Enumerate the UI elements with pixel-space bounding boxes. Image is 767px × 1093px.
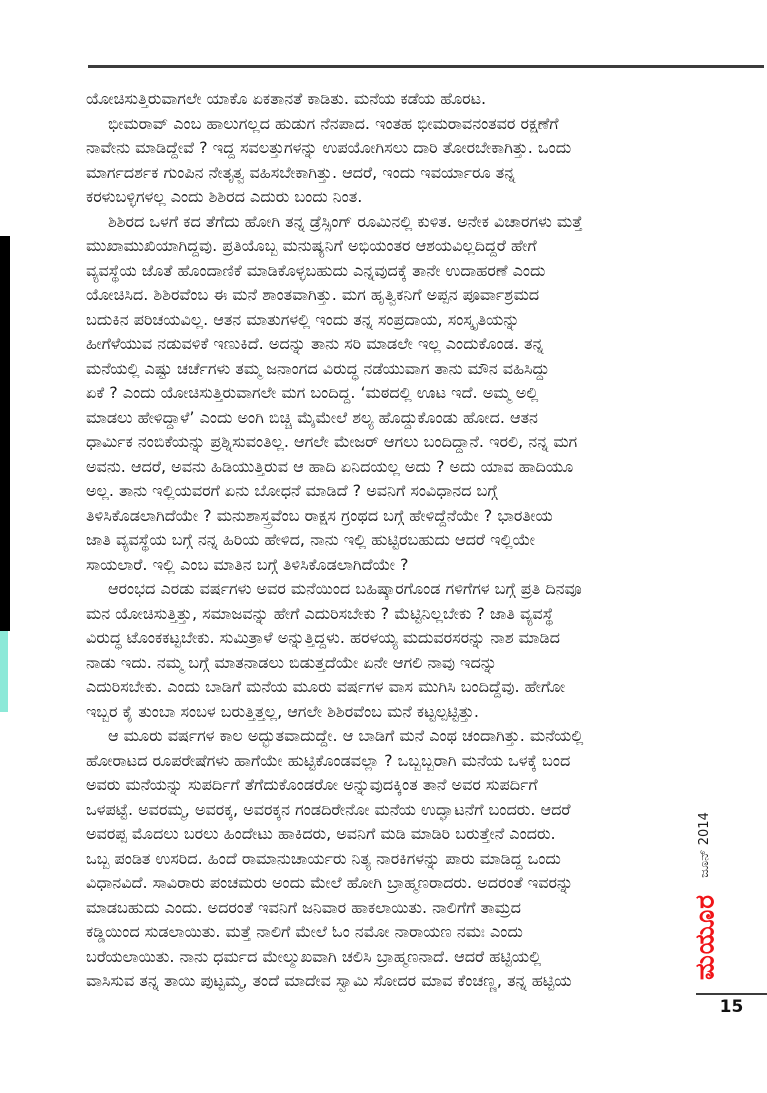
text-line: ಧಾರ್ಮಿಕ ನಂಬಿಕೆಯನ್ನು ಪ್ರಶ್ನಿಸುವಂತಿಲ್ಲ. ಆಗಲೇ ಮೇಜರ್ ಆಗಲು ಬಂದಿದ್ದಾನೆ. ಇರಲಿ, ನನ್ನ ಮಗ (86, 432, 578, 451)
text-line: ಅವರಪ್ಪ ಮೊದಲು ಬರಲು ಹಿಂದೇಟು ಹಾಕಿದರು, ಅವನಿಗೆ ಮಡಿ ಮಾಡಿರಿ ಬರುತ್ತೇನೆ ಎಂದರು. (86, 824, 556, 843)
text-line: ಜಾತಿ ವ್ಯವಸ್ಥೆಯ ಬಗ್ಗೆ ನನ್ನ ಹಿರಿಯ ಹೇಳಿದ, ನಾನು ಇಲ್ಲಿ ಹುಟ್ಟಿರಬಹುದು ಆದರೆ ಇಲ್ಲಿಯೇ (86, 530, 536, 549)
text-line: ಹೋರಾಟದ ರೂಪರೇಷೆಗಳು ಹಾಗೆಯೇ ಹುಟ್ಟಿಕೊಂಡವಲ್ಲಾ ? ಒಬ್ಬಬ್ಬರಾಗಿ ಮನೆಯ ಒಳಕ್ಕೆ ಬಂದ (86, 750, 571, 770)
text-line: ಕಡ್ಡಿಯಿಂದ ಸುಡಲಾಯಿತು. ಮತ್ತೆ ನಾಲಿಗೆ ಮೇಲೆ ಓಂ ನಮೋ ನಾರಾಯಣ ನಮಃ ಎಂದು (86, 922, 523, 941)
text-line: ತಿಳಿಸಿಕೊಡಲಾಗಿದೆಯೇ ? ಮನುಶಾಸ್ತ್ರವೆಂಬ ರಾಕ್ಷಸ ಗ್ರಂಥದ ಬಗ್ಗೆ ಹೇಳಿದ್ದೆನೆಯೇ ? ಭಾರತೀಯ (86, 505, 553, 525)
text-line: ಹೀಗೆಳೆಯುವ ನಡುವಳಿಕೆ ಇಣುಕಿದೆ. ಅದನ್ನು ತಾನು ಸರಿ ಮಾಡಲೇ ಇಲ್ಲ ಎಂದುಕೊಂಡ. ತನ್ನ (86, 334, 544, 353)
page-number: 15 (719, 997, 744, 1017)
text-line: ಆ ಮೂರು ವರ್ಷಗಳ ಕಾಲ ಅದ್ಭುತವಾದುದ್ದೇ. ಆ ಬಾಡಿಗೆ ಮನೆ ಎಂಥ ಚಂದಾಗಿತ್ತು. ಮನೆಯಲ್ಲಿ (108, 726, 584, 745)
text-line: ಅವನು. ಆದರೆ, ಅವನು ಹಿಡಿಯುತ್ತಿರುವ ಆ ಹಾದಿ ಏನಿದಯಲ್ಲ ಅದು ? ಅದು ಯಾವ ಹಾದಿಯೂ (86, 456, 574, 476)
text-line: ಒಬ್ಬ ಪಂಡಿತ ಉಸರಿದ. ಹಿಂದೆ ರಾಮಾನುಚಾರ್ಯರು ನಿತ್ಯ ನಾರಕಿಗಳನ್ನು ಪಾರು ಮಾಡಿದ್ದ ಒಂದು (86, 848, 561, 868)
magazine-name-vertical: ಮಯೂರ (690, 894, 720, 980)
text-line: ಒಳಪಟ್ಟೆ. ಅವರಮ್ಮ, ಅವರಕ್ಕ, ಅವರಕ್ಕನ ಗಂಡದಿರೇನೋ ಮನೆಯ ಉದ್ಘಾಟನೆಗೆ ಬಂದರು. ಆದರೆ (86, 799, 571, 819)
text-line: ಅವರು ಮನೆಯನ್ನು ಸುಪರ್ದಿಗೆ ತೆಗೆದುಕೊಂಡರೋ ಅನ್ನುವುದಕ್ಕಿಂತ ತಾನೆ ಅವರ ಸುಪರ್ದಿಗೆ (86, 775, 538, 794)
text-line: ಮನೆಯಲ್ಲಿ ಎಷ್ಟು ಚರ್ಚೆಗಳು ತಮ್ಮ ಜನಾಂಗದ ವಿರುದ್ಧ ನಡೆಯುವಾಗ ತಾನು ಮೌನ ವಹಿಸಿದ್ದು (86, 358, 550, 378)
left-edge-black-marker (0, 236, 10, 631)
text-line: ಏಕೆ ? ಎಂದು ಯೋಚಿಸುತ್ತಿರುವಾಗಲೇ ಮಗ ಬಂದಿದ್ದ. ‘ಮಠದಲ್ಲಿ ಊಟ ಇದೆ. ಅಮ್ಮ ಅಲ್ಲಿ (86, 383, 539, 402)
text-line: ಮಾರ್ಗದರ್ಶಕ ಗುಂಪಿನ ನೇತೃತ್ವ ವಹಿಸಬೇಕಾಗಿತ್ತು. ಆದರೆ, ಇಂದು ಇವರ್ಯಾರೂ ತನ್ನ (86, 162, 516, 182)
text-line: ಎದುರಿಸಬೇಕು. ಎಂದು ಬಾಡಿಗೆ ಮನೆಯ ಮೂರು ವರ್ಷಗಳ ವಾಸ ಮುಗಿಸಿ ಬಂದಿದ್ದೆವು. ಹೇಗೋ (86, 677, 566, 696)
text-line: ಬದುಕಿನ ಪರಿಚಯವಿಲ್ಲ. ಆತನ ಮಾತುಗಳಲ್ಲಿ ಇಂದು ತನ್ನ ಸಂಪ್ರದಾಯ, ಸಂಸ್ಕೃತಿಯನ್ನು (86, 309, 520, 329)
issue-date-vertical: ಜೂನ್ 2014 (696, 812, 712, 878)
text-line: ಸಾಯಲಾರೆ. ಇಲ್ಲಿ ಎಂಬ ಮಾತಿನ ಬಗ್ಗೆ ತಿಳಿಸಿಕೊಡಲಾಗಿದೆಯೇ ? (86, 554, 409, 574)
text-line: ಇಬ್ಬರ ಕೈ ತುಂಬಾ ಸಂಬಳ ಬರುತ್ತಿತ್ತಲ್ಲ, ಆಗಲೇ ಶಿಶಿರವೆಂಬ ಮನೆ ಕಟ್ಟಲ್ಪಟ್ಟಿತ್ತು. (86, 701, 479, 721)
text-line: ವಾಸಿಸುವ ತನ್ನ ತಾಯಿ ಪುಟ್ಟಮ್ಮ, ತಂದೆ ಮಾದೇವ ಸ್ವಾಮಿ ಸೋದರ ಮಾವ ಕೆಂಚಣ್ಣ, ತನ್ನ ಹಟ್ಟಿಯ (86, 971, 572, 990)
text-line: ಆರಂಭದ ಎರಡು ವರ್ಷಗಳು ಅವರ ಮನೆಯಿಂದ ಬಹಿಷ್ಕಾರಗೊಂಡ ಗಳಿಗೆಗಳ ಬಗ್ಗೆ ಪ್ರತಿ ದಿನವೂ (108, 579, 582, 598)
text-line: ನಾಡು ಇದು. ನಮ್ಮ ಬಗ್ಗೆ ಮಾತನಾಡಲು ಬಿಡುತ್ತದೆಯೇ ಏನೇ ಆಗಲಿ ನಾವು ಇದನ್ನು (86, 652, 497, 672)
text-line: ಕರಳುಬಳ್ಳಿಗಳಲ್ಲ ಎಂದು ಶಿಶಿರದ ಎದುರು ಬಂದು ನಿಂತ. (86, 187, 363, 206)
text-line: ಅಲ್ಲ. ತಾನು ಇಲ್ಲಿಯವರಗೆ ಏನು ಬೋಧನೆ ಮಾಡಿದೆ ? ಅವನಿಗೆ ಸಂವಿಧಾನದ ಬಗ್ಗೆ (86, 481, 498, 500)
text-line: ನಾವೇನು ಮಾಡಿದ್ದೇವೆ ? ಇದ್ದ ಸವಲತ್ತುಗಳನ್ನು ಉಪಯೋಗಿಸಲು ದಾರಿ ತೋರಬೇಕಾಗಿತ್ತು. ಒಂದು (86, 138, 572, 157)
footer-rule (696, 993, 767, 995)
text-line: ಶಿಶಿರದ ಒಳಗೆ ಕದ ತೆಗೆದು ಹೋಗಿ ತನ್ನ ಡ್ರೆಸ್ಸಿಂಗ್ ರೂಮಿನಲ್ಲಿ ಕುಳಿತ. ಅನೇಕ ವಿಚಾರಗಳು ಮತ್ತೆ (108, 211, 583, 231)
text-line: ಮಾಡಬಹುದು ಎಂದು. ಅದರಂತೆ ಇವನಿಗೆ ಜನಿವಾರ ಹಾಕಲಾಯಿತು. ನಾಲಿಗೆಗೆ ತಾಮ್ರದ (86, 897, 521, 917)
header-rule (88, 65, 764, 68)
text-line: ವ್ಯವಸ್ಥೆಯ ಜೊತೆ ಹೊಂದಾಣಿಕೆ ಮಾಡಿಕೊಳ್ಳಬಹುದು ಎನ್ನವುದಕ್ಕೆ ತಾನೇ ಉದಾಹರಣೆ ಎಂದು (86, 260, 546, 280)
text-line: ಮಾಡಲು ಹೇಳಿದ್ದಾಳೆ’ ಎಂದು ಅಂಗಿ ಬಿಚ್ಚಿ ಮೈಮೇಲೆ ಶಲ್ಯ ಹೊದ್ದುಕೊಂಡು ಹೋದ. ಆತನ (86, 407, 538, 427)
text-line: ಭೀಮರಾವ್ ಎಂಬ ಹಾಲುಗಲ್ಲದ ಹುಡುಗ ನೆನಪಾದ. ಇಂತಹ ಭೀಮರಾವನಂತವರ ರಕ್ಷಣೆಗೆ (108, 113, 559, 133)
article-body (86, 87, 692, 994)
text-line: ಮನ ಯೋಚಿಸುತ್ತಿತ್ತು, ಸಮಾಜವನ್ನು ಹೇಗೆ ಎದುರಿಸಬೇಕು ? ಮೆಟ್ಟಿನಿಲ್ಲಬೇಕು ? ಜಾತಿ ವ್ಯವಸ್ಥೆ (86, 603, 554, 623)
text-line: ಯೋಚಿಸಿದ. ಶಿಶಿರವೆಂಬ ಈ ಮನೆ ಶಾಂತವಾಗಿತ್ತು. ಮಗ ಹೃತ್ವಿಕನಿಗೆ ಅಪ್ಪನ ಪೂರ್ವಾಶ್ರಮದ (86, 285, 540, 304)
text-line: ವಿರುದ್ಧ ಟೊಂಕಕಟ್ಟಬೇಕು. ಸುಮಿತ್ರಾಳೆ ಅನ್ನುತ್ತಿದ್ದಳು. ಹರಳಯ್ಯ ಮದುವರಸರನ್ನು ನಾಶ ಮಾಡಿದ (86, 628, 560, 647)
left-edge-teal-marker (0, 631, 8, 712)
text-line: ವಿಧಾನವಿದೆ. ಸಾವಿರಾರು ಪಂಚಮರು ಅಂದು ಮೇಲೆ ಹೋಗಿ ಬ್ರಾಹ್ಮಣರಾದರು. ಅದರಂತೆ ಇವರನ್ನು (86, 873, 574, 892)
text-line: ಯೋಚಿಸುತ್ತಿರುವಾಗಲೇ ಯಾಕೊ ಏಕತಾನತೆ ಕಾಡಿತು. ಮನೆಯ ಕಡೆಯ ಹೊರಟ. (86, 89, 487, 108)
text-line: ಬರೆಯಲಾಯಿತು. ನಾನು ಧರ್ಮದ ಮೇಲ್ಮುಖವಾಗಿ ಚಲಿಸಿ ಬ್ರಾಹ್ಮಣನಾದೆ. ಆದರೆ ಹಟ್ಟಿಯಲ್ಲಿ (86, 946, 542, 966)
text-line: ಮುಖಾಮುಖಿಯಾಗಿದ್ದವು. ಪ್ರತಿಯೊಬ್ಬ ಮನುಷ್ಯನಿಗೆ ಅಭಿಯಂತರ ಆಶಯವಿಲ್ಲದಿದ್ದರೆ ಹೇಗೆ (86, 236, 537, 255)
